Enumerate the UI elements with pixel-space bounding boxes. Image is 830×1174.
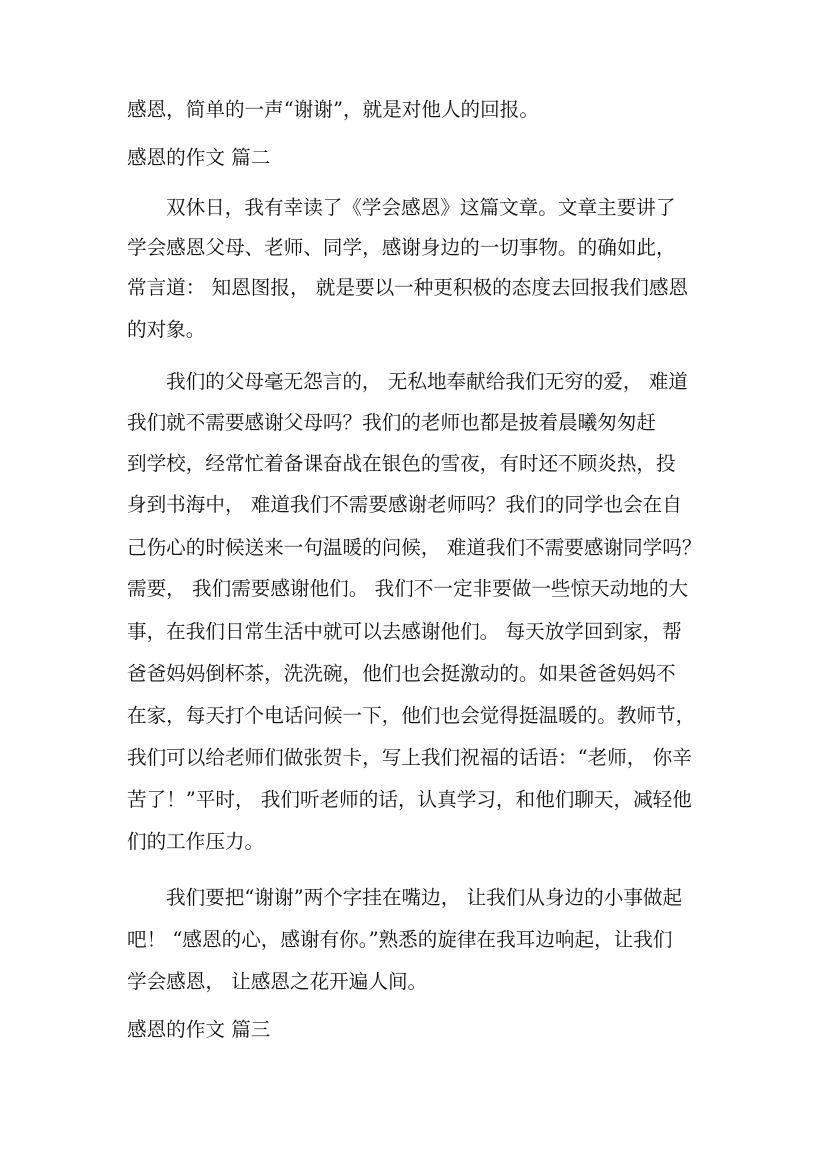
text-line: 身到书海中， 难道我们不需要感谢老师吗？我们的同学也会在自 — [127, 493, 682, 516]
text-line: 我们的父母毫无怨言的， 无私地奉献给我们无穷的爱， 难道 — [166, 370, 688, 393]
text-line: 在家，每天打个电话问候一下，他们也会觉得挺温暖的。教师节， — [127, 704, 696, 727]
text-line: 到学校，经常忙着备课奋战在银色的雪夜，有时还不顾炎热，投 — [127, 452, 676, 475]
text-line: 双休日，我有幸读了《学会感恩》这篇文章。文章主要讲了 — [166, 196, 676, 219]
text-line: 苦了！”平时， 我们听老师的话，认真学习，和他们聊天，减轻他 — [127, 788, 692, 811]
text-line: 感恩，简单的一声“谢谢”，就是对他人的回报。 — [127, 98, 539, 121]
text-line: 事，在我们日常生活中就可以去感谢他们。 每天放学回到家，帮 — [127, 620, 682, 643]
text-line: 己伤心的时候送来一句温暖的问候， 难道我们不需要感谢同学吗？ — [127, 536, 702, 559]
text-line: 学会感恩， 让感恩之花开遍人间。 — [127, 970, 428, 993]
text-line: 我们可以给老师们做张贺卡，写上我们祝福的话语：“老师， 你辛 — [127, 746, 692, 769]
section-heading: 感恩的作文 篇二 — [127, 146, 271, 169]
text-line: 爸爸妈妈倒杯茶，洗洗碗，他们也会挺激动的。如果爸爸妈妈不 — [127, 662, 676, 685]
text-line: 学会感恩父母、老师、同学，感谢身边的一切事物。的确如此， — [127, 236, 676, 259]
text-line: 们的工作压力。 — [127, 830, 265, 853]
text-line: 吧！ “感恩的心，感谢有你。”熟悉的旋律在我耳边响起，让我们 — [127, 928, 673, 951]
text-line: 常言道： 知恩图报， 就是要以一种更积极的态度去回报我们感恩 — [127, 276, 689, 299]
text-line: 的对象。 — [127, 318, 206, 341]
text-line: 我们要把“谢谢”两个字挂在嘴边， 让我们从身边的小事做起 — [166, 886, 683, 909]
section-heading: 感恩的作文 篇三 — [127, 1018, 271, 1041]
text-line: 我们就不需要感谢父母吗？我们的老师也都是披着晨曦匆匆赶 — [127, 411, 657, 434]
text-line: 需要， 我们需要感谢他们。 我们不一定非要做一些惊天动地的大 — [127, 577, 689, 600]
